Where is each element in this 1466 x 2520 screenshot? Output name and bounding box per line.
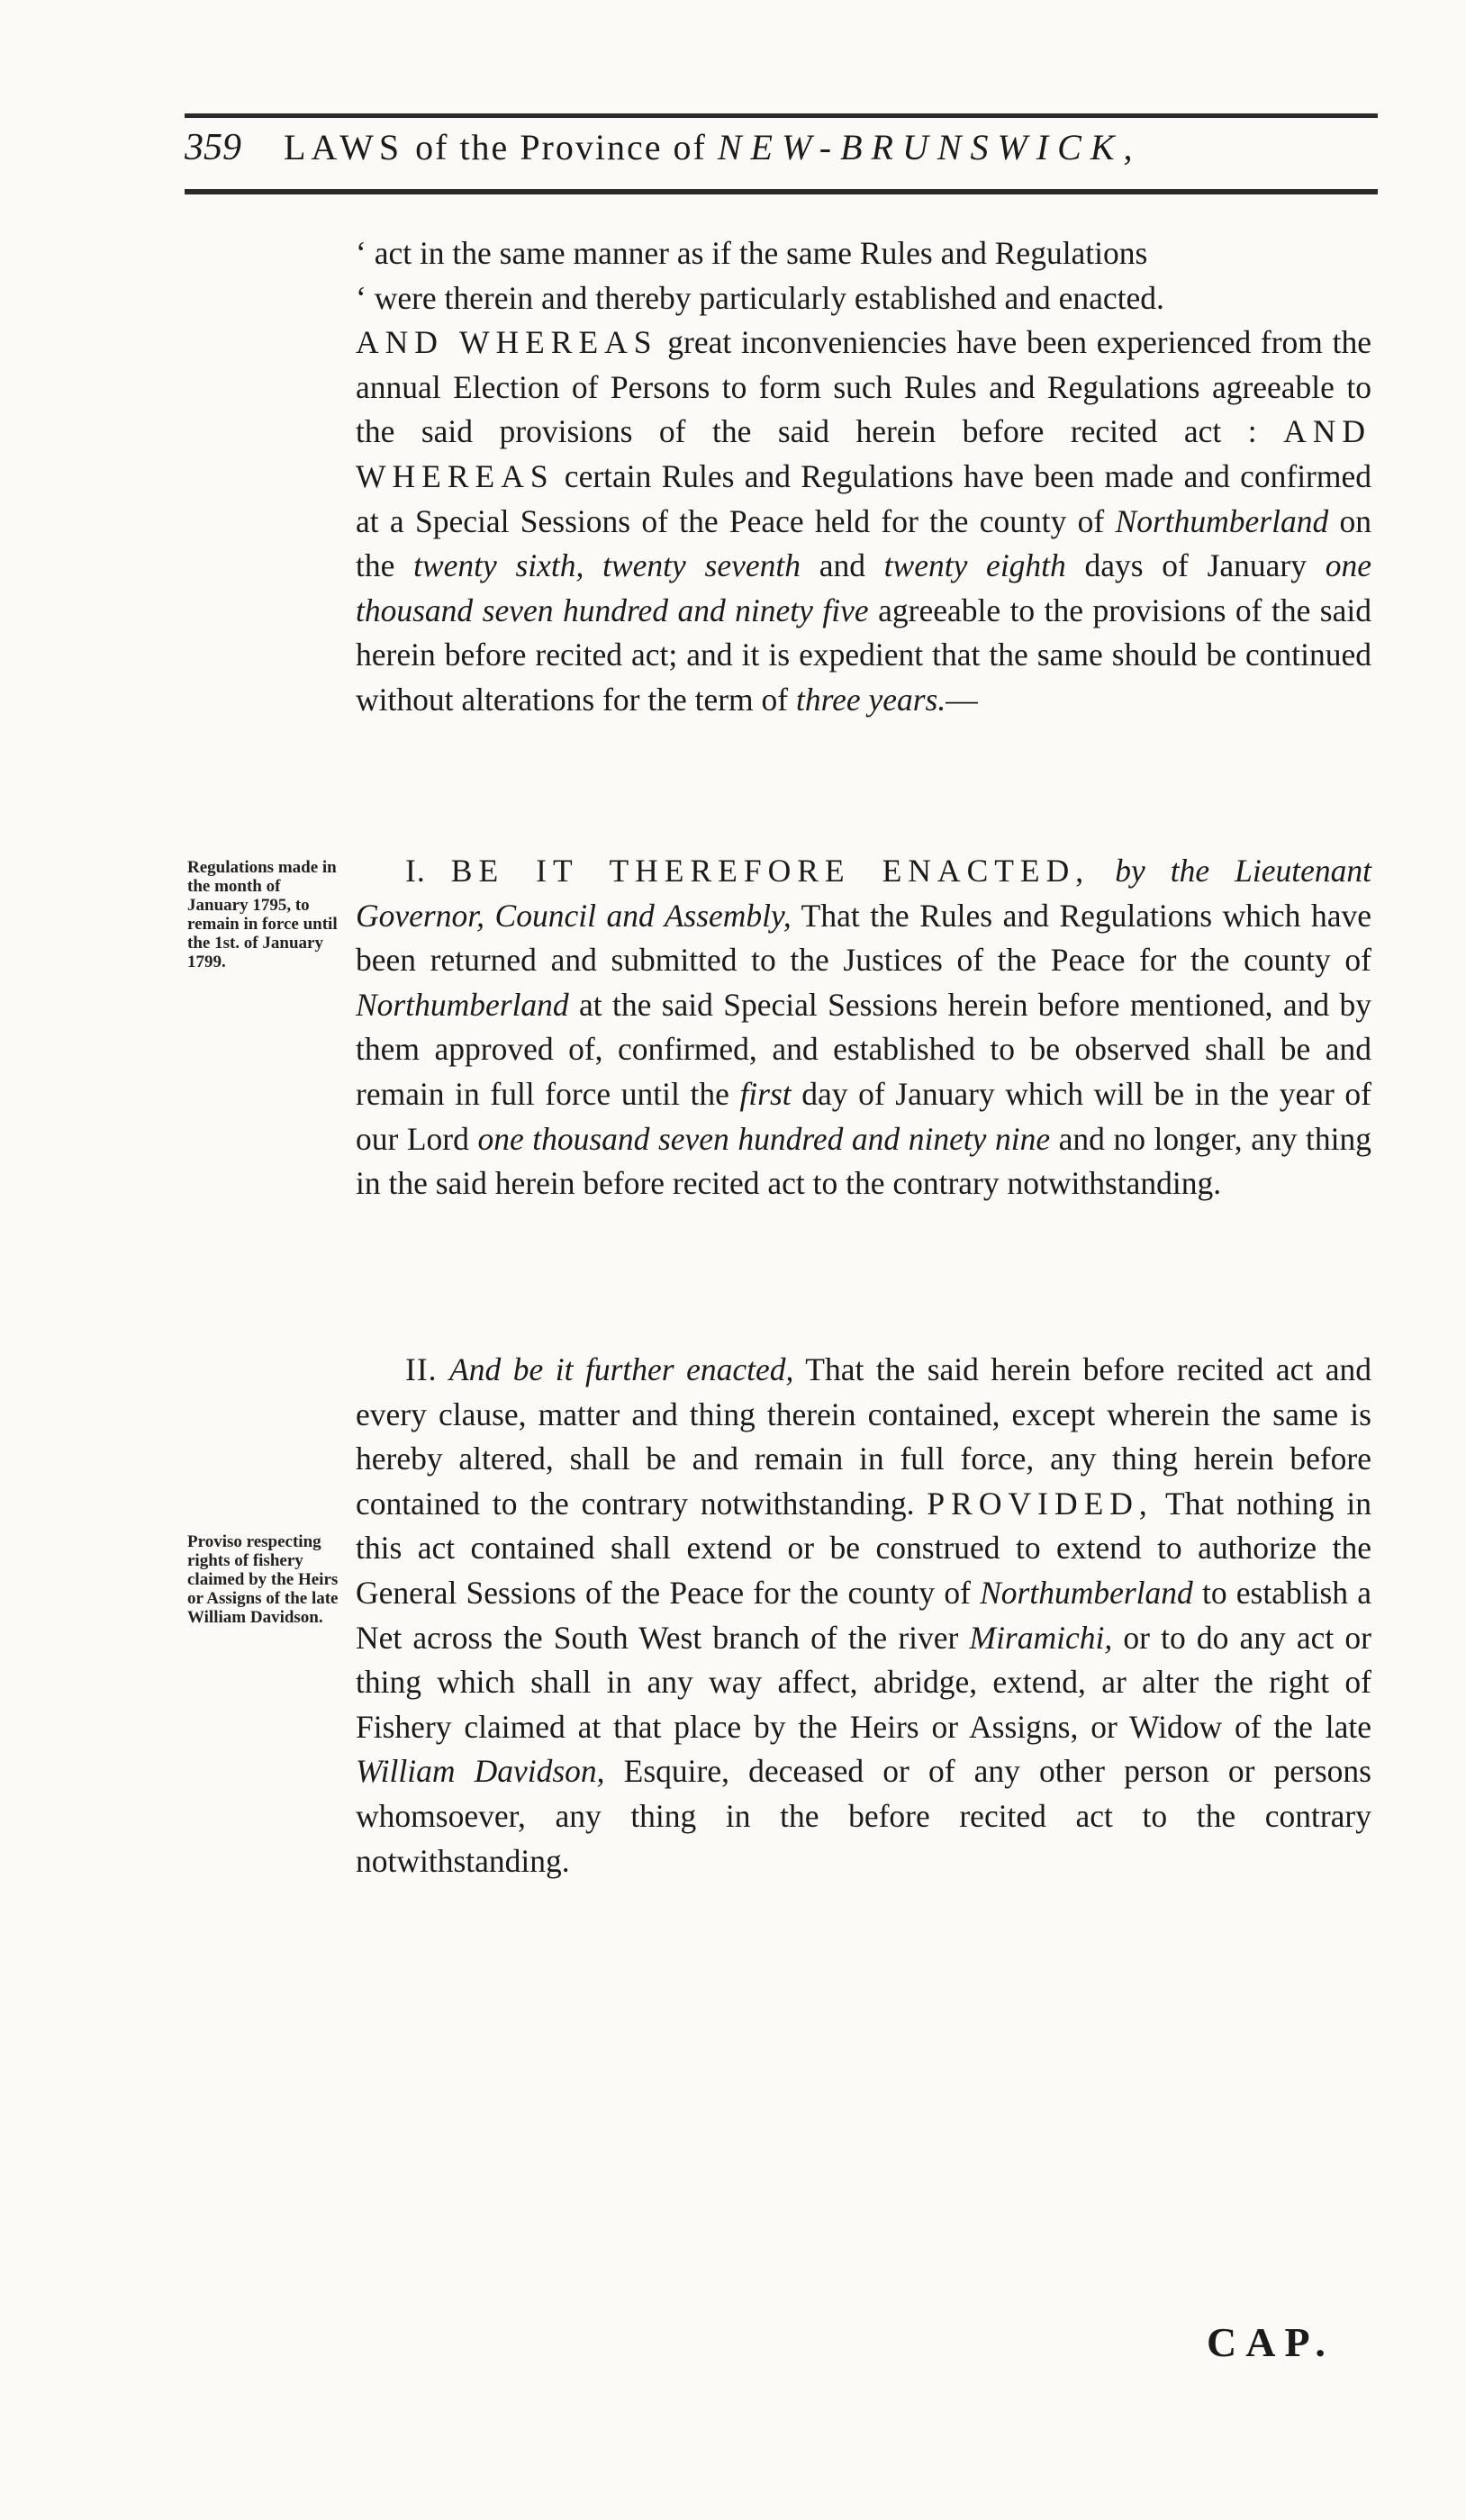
section-2-paragraph [356, 1348, 1371, 1883]
session-dates: twenty sixth, twenty seventh [413, 547, 801, 584]
person-name: William Davidson, [356, 1753, 605, 1790]
section-text: at the said Special Sessions herein before mentioned, and by them approved of, confirmed, and established to be observed shall be and remain in full force until the [356, 986, 1371, 1112]
proviso-heading: PROVIDED, [927, 1485, 1154, 1522]
river-name: Miramichi, [969, 1619, 1113, 1656]
county-name: Northumberland [356, 986, 569, 1023]
session-date: twenty eighth [883, 547, 1066, 584]
section-text: That the said herein before recited act and every clause, matter and thing therein contained, except wherein the same is hereby altered, shall be and remain in full force, any thing herein before contained to the contrary notwithstanding. [356, 1351, 1371, 1522]
catchword: CAP. [1207, 2319, 1335, 2365]
section-number: II. [405, 1351, 438, 1387]
section-1-paragraph [356, 849, 1371, 1206]
running-head-of-province: of the Province of [415, 127, 707, 167]
whereas-heading: AND WHEREAS [356, 324, 658, 361]
whereas-text: certain Rules and Regulations have been made and confirmed at a Special Sessions of the Peace held for the county of [356, 457, 1371, 539]
section-text: That nothing in this act contained shall extend or be construed to extend to authorize the General Sessions of the Peace for the county of [356, 1485, 1371, 1611]
running-head-province: NEW-BRUNSWICK, [717, 127, 1142, 167]
preamble-line: ‘ were therein and thereby particularly established and enacted. [356, 279, 1164, 316]
section-text: That the Rules and Regulations which have been returned and submitted to the Justices of the Peace for the county of [356, 897, 1371, 979]
expiry-year: one thousand seven hundred and ninety nine [477, 1120, 1051, 1157]
page-header [185, 126, 1378, 180]
section-text: day of January which will be in the year of our Lord [356, 1075, 1372, 1157]
whereas-text: agreeable to the provisions of the said herein before recited act; and it is expedient that the same should be continued without alterations for the term of [356, 592, 1371, 718]
whereas-text: and [800, 547, 884, 584]
section-1 [356, 849, 1371, 1206]
dash: — [946, 681, 978, 718]
county-name: Northumberland [980, 1574, 1193, 1611]
term-length: three years. [795, 681, 946, 718]
margin-note-regulations: Regulations made in the month of January 1795, to remain in force until the 1st. of January 1799. [187, 858, 338, 971]
enacting-clause: And be it further enacted, [449, 1351, 794, 1387]
page-number: 359 [185, 127, 241, 168]
session-year: one thousand seven hundred and ninety five [356, 547, 1371, 628]
whereas-heading: AND WHEREAS [356, 413, 1371, 494]
enacting-authority: by the Lieutenant Governor, Council and Assembly, [356, 853, 1372, 934]
running-head [284, 126, 1378, 168]
preamble-paragraph [356, 231, 1371, 723]
whereas-text: on the [356, 502, 1371, 584]
whereas-text: days of January [1065, 547, 1326, 584]
whereas-text: great inconveniencies have been experienced from the annual Election of Persons to form such Rules and Regulations agreeable to the said provisions of the said herein before recited act : [356, 324, 1371, 450]
header-rule-bottom [185, 189, 1378, 194]
margin-note-proviso: Proviso respecting rights of fishery claimed by the Heirs or Assigns of the late William Davidson. [187, 1532, 339, 1627]
whereas-paragraph [356, 321, 1371, 722]
first-day: first [739, 1075, 792, 1112]
section-text: or to do any act or thing which shall in any way affect, abridge, extend, ar alter the right of Fishery claimed at that place by the Heirs or Assigns, or Widow of the late [356, 1619, 1372, 1745]
section-text: to establish a Net across the South West branch of the river [356, 1574, 1371, 1656]
section-text: Esquire, deceased or of any other person or persons whomsoever, any thing in the before recited act to the contrary notwithstanding. [356, 1753, 1371, 1879]
preamble-line: ‘ act in the same manner as if the same Rules and Regulations [356, 235, 1148, 271]
section-2 [356, 1348, 1371, 1883]
section-number: I. [405, 853, 426, 889]
county-name: Northumberland [1115, 502, 1329, 539]
header-rule-top [185, 113, 1378, 118]
section-text: and no longer, any thing in the said herein before recited act to the contrary notwithstanding. [356, 1120, 1371, 1202]
running-head-laws: LAWS [284, 127, 405, 167]
enacting-clause: BE IT THEREFORE ENACTED, [450, 853, 1090, 889]
